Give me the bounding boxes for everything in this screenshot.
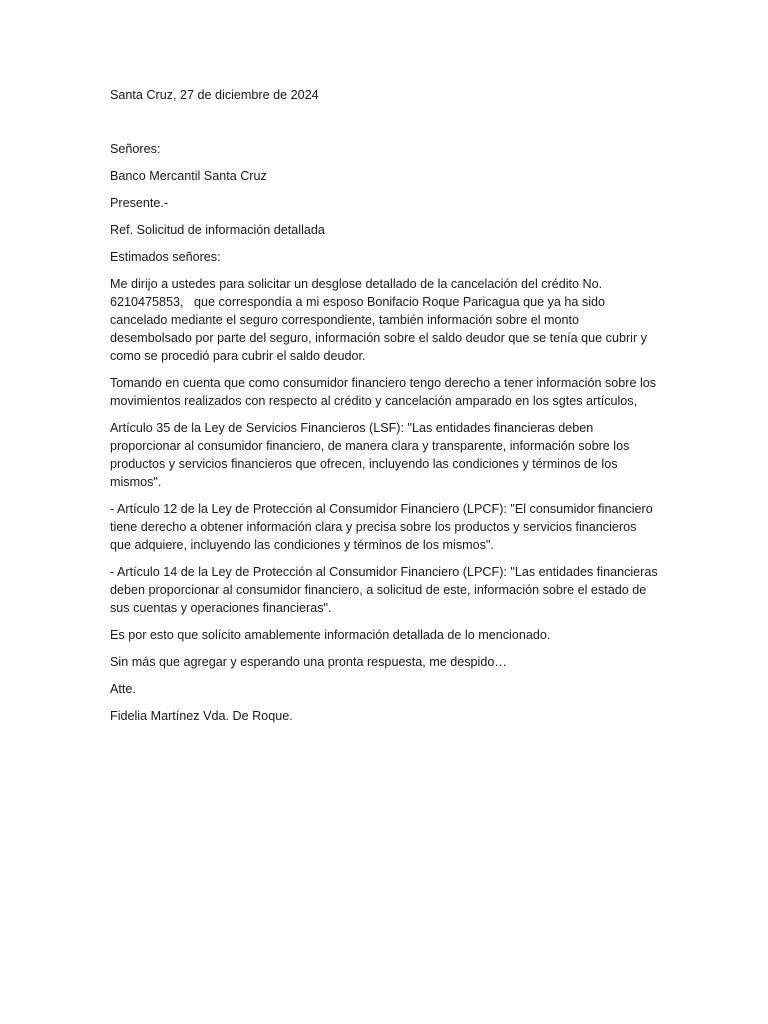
greeting-line: Estimados señores: — [110, 250, 221, 264]
article-14-paragraph: - Artículo 14 de la Ley de Protección al Consumidor Financiero (LPCF): "Las entidades financieras deben proporcionar al consumidor financiero, a solicitud de este, información sobre el estado de sus cuentas y operaciones financieras". — [110, 565, 662, 615]
presente-line: Presente.- — [110, 196, 169, 210]
date-line: Santa Cruz, 27 de diciembre de 2024 — [110, 88, 319, 102]
article-35-paragraph: Artículo 35 de la Ley de Servicios Financieros (LSF): "Las entidades financieras deben proporcionar al consumidor financiero, de manera clara y transparente, información sobre los productos y servicios financieros que ofrecen, incluyendo las condiciones y términos de los mismos". — [110, 421, 633, 489]
letter-body — [110, 86, 662, 734]
signature-name: Fidelia Martínez Vda. De Roque. — [110, 709, 293, 723]
rights-paragraph: Tomando en cuenta que como consumidor financiero tengo derecho a tener información sobre los movimientos realizados con respecto al crédito y cancelación amparado en los sgtes artículos, — [110, 376, 660, 408]
request-paragraph: Me dirijo a ustedes para solicitar un desglose detallado de la cancelación del crédito No. 6210475853, que correspondía a mi esposo Bonifacio Roque Paricagua que ya ha sido cancelado mediante el seguro correspondiente, también información sobre el monto desembolsado por parte del seguro, información sobre el saldo deudor que se tenía que cubrir y como se procedió para cubrir el saldo deudor. — [110, 277, 651, 363]
request-summary-paragraph: Es por esto que solícito amablemente información detallada de lo mencionado. — [110, 628, 551, 642]
article-12-paragraph: - Artículo 12 de la Ley de Protección al Consumidor Financiero (LPCF): "El consumidor financiero tiene derecho a obtener información clara y precisa sobre los productos y servicios financieros que adquiere, incluyendo las condiciones y términos de los mismos". — [110, 502, 657, 552]
recipient-name: Banco Mercantil Santa Cruz — [110, 169, 267, 183]
closing-line: Sin más que agregar y esperando una pronta respuesta, me despido… — [110, 655, 507, 669]
salutation-heading: Señores: — [110, 142, 161, 156]
atte-line: Atte. — [110, 682, 136, 696]
reference-line: Ref. Solicitud de información detallada — [110, 223, 325, 237]
